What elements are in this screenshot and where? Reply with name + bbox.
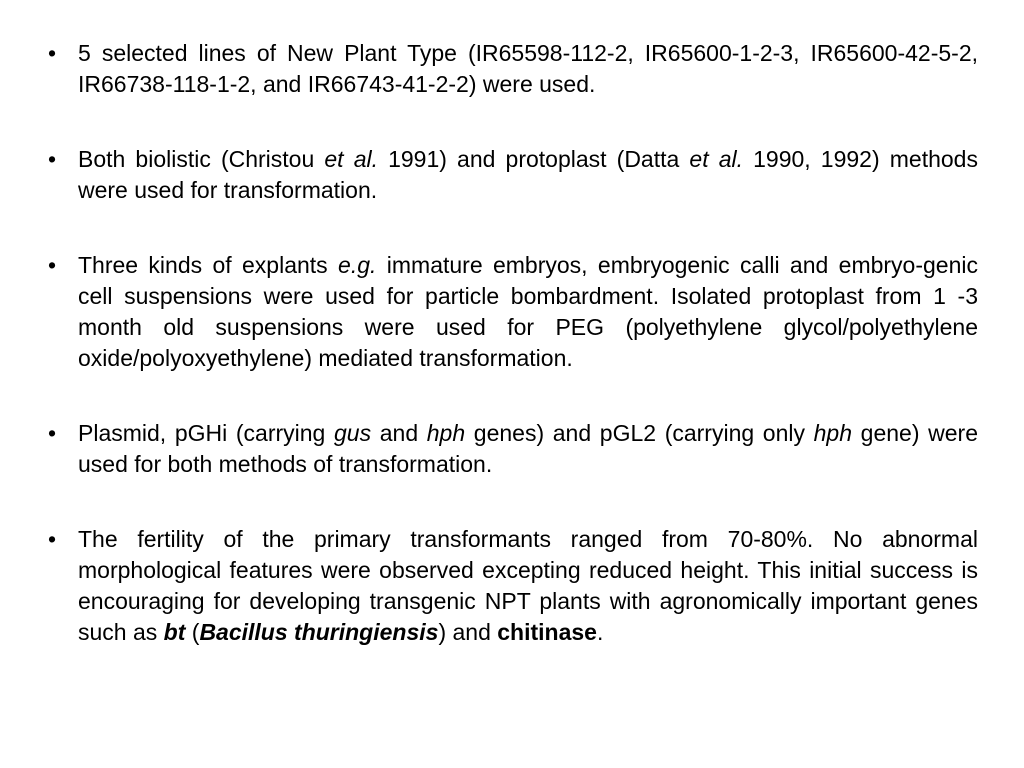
- text-run: immature embryos, embryogenic calli and embryo-genic cell suspensions were used for particle bombardment. Isolated protoplast from 1 -3 month old suspensions were used for PEG (polyethylene glycol/polyethylene oxide/polyoxyethylene) mediated transformation.: [78, 252, 978, 371]
- italic-text: et al.: [324, 146, 378, 172]
- bullet-icon: •: [47, 146, 57, 172]
- bullet-item-3: [42, 250, 978, 374]
- bullet-item-4: [42, 418, 978, 480]
- bullet-text: [78, 144, 978, 206]
- bullet-text: [78, 524, 978, 648]
- bullet-icon: •: [47, 252, 57, 278]
- bold-text: chitinase: [497, 619, 597, 645]
- bullet-text: [78, 418, 978, 480]
- text-run: Plasmid, pGHi (carrying: [78, 420, 334, 446]
- italic-text: hph: [813, 420, 853, 446]
- text-run: The fertility of the primary transformants ranged from 70-80%. No abnormal morphological features were observed excepting reduced height. This initial success is encouraging for developing transgenic NPT plants with agronomically important genes such as: [78, 526, 978, 645]
- text-run: (: [185, 619, 200, 645]
- bullet-icon: •: [47, 420, 57, 446]
- text-run: 5 selected lines of New Plant Type (IR65598-112-2, IR65600-1-2-3, IR65600-42-5-2, IR66738-118-1-2, and IR66743-41-2-2) were used.: [78, 40, 978, 97]
- bold-italic-text: Bacillus thuringiensis: [199, 619, 439, 645]
- text-run: .: [596, 619, 604, 645]
- bold-italic-text: bt: [163, 619, 186, 645]
- bullet-icon: •: [47, 526, 57, 552]
- text-run: 1991) and protoplast (Datta: [377, 146, 690, 172]
- italic-text: e.g.: [338, 252, 377, 278]
- text-run: Both biolistic (Christou: [78, 146, 325, 172]
- italic-text: gus: [334, 420, 372, 446]
- text-run: Three kinds of explants: [78, 252, 339, 278]
- bullet-list: [42, 38, 978, 648]
- bullet-item-1: [42, 38, 978, 100]
- text-run: gene) were used for both methods of transformation.: [78, 420, 978, 477]
- text-run: and: [371, 420, 427, 446]
- text-run: ) and: [438, 619, 498, 645]
- bullet-text: [78, 250, 978, 374]
- italic-text: et al.: [689, 146, 744, 172]
- bullet-item-2: [42, 144, 978, 206]
- bullet-item-5: [42, 524, 978, 648]
- text-run: genes) and pGL2 (carrying only: [465, 420, 814, 446]
- italic-text: hph: [426, 420, 466, 446]
- bullet-text: [78, 38, 978, 100]
- text-run: 1990, 1992) methods were used for transformation.: [78, 146, 978, 203]
- bullet-icon: •: [47, 40, 57, 66]
